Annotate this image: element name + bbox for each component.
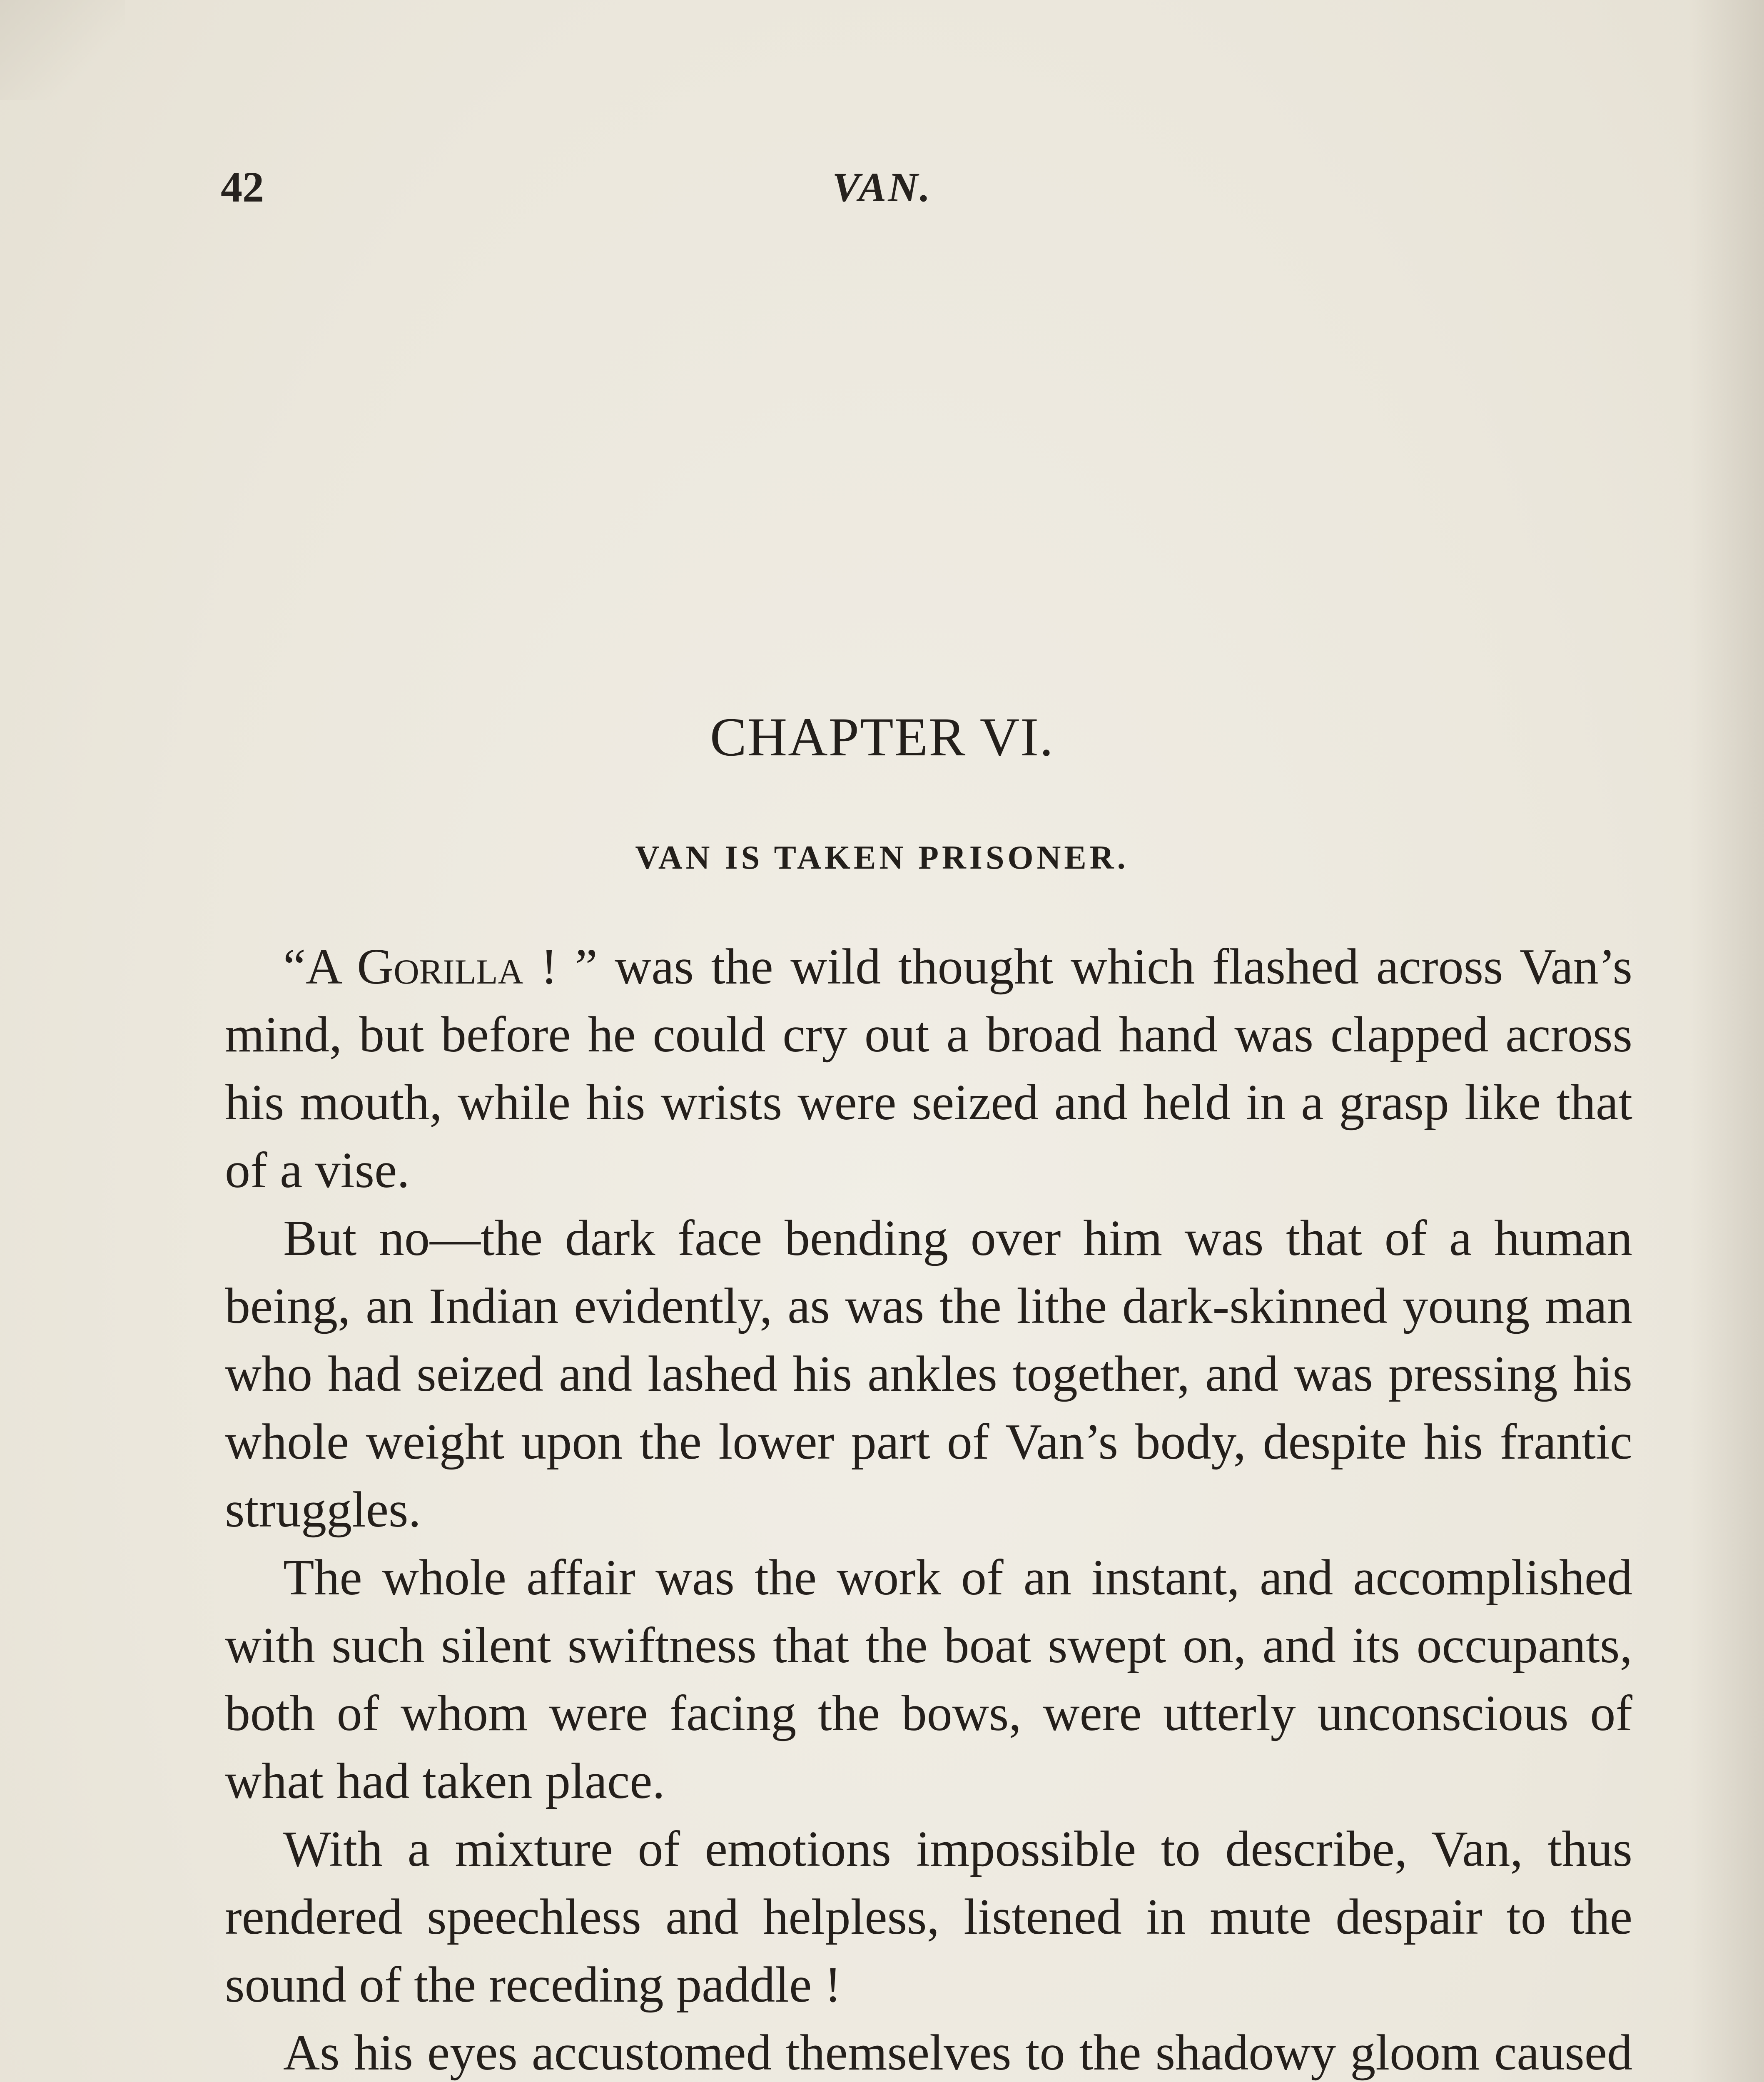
- chapter-title: CHAPTER VI.: [710, 706, 1054, 767]
- worn-corner: [0, 0, 125, 100]
- paragraph-5: As his eyes accustomed themselves to the shadowy gloom caused: [283, 2025, 1632, 2081]
- body-text: [225, 933, 1632, 2082]
- paragraph-2: But no—the dark face bending over him was that of a human being, an Indian evidently, as was the lithe dark-skinned young man who had seized and lashed his ankles together, and was pressing his whole weight upon the lower part of Van’s body, despite his frantic struggles.: [225, 1210, 1632, 1538]
- page-number: 42: [221, 163, 264, 211]
- paragraph-1-open: “A: [283, 939, 357, 995]
- paragraph-1-rest: ! ” was the wild thought which flashed across Van’s mind, but before he could cry out a broad hand was clapped across his mouth, while his wrists were seized and held in a grasp like that of a vise.: [225, 939, 1632, 1198]
- running-head: [0, 158, 1764, 217]
- running-title: VAN.: [832, 164, 932, 210]
- paragraph-1: [225, 933, 1632, 1204]
- page-edge-shade: [1689, 0, 1764, 2082]
- chapter-subtitle: VAN IS TAKEN PRISONER.: [635, 839, 1129, 876]
- paragraph-3: The whole affair was the work of an instant, and accomplished with such silent swiftness that the boat swept on, and its occupants, both of whom were facing the bows, were utterly unconscious of what had taken place.: [225, 1549, 1632, 1809]
- paragraph-1-smallcaps: Gorilla: [357, 939, 523, 995]
- paragraph-4: With a mixture of emotions impossible to describe, Van, thus rendered speechless and helpless, listened in mute despair to the sound of the receding paddle !: [225, 1821, 1632, 2013]
